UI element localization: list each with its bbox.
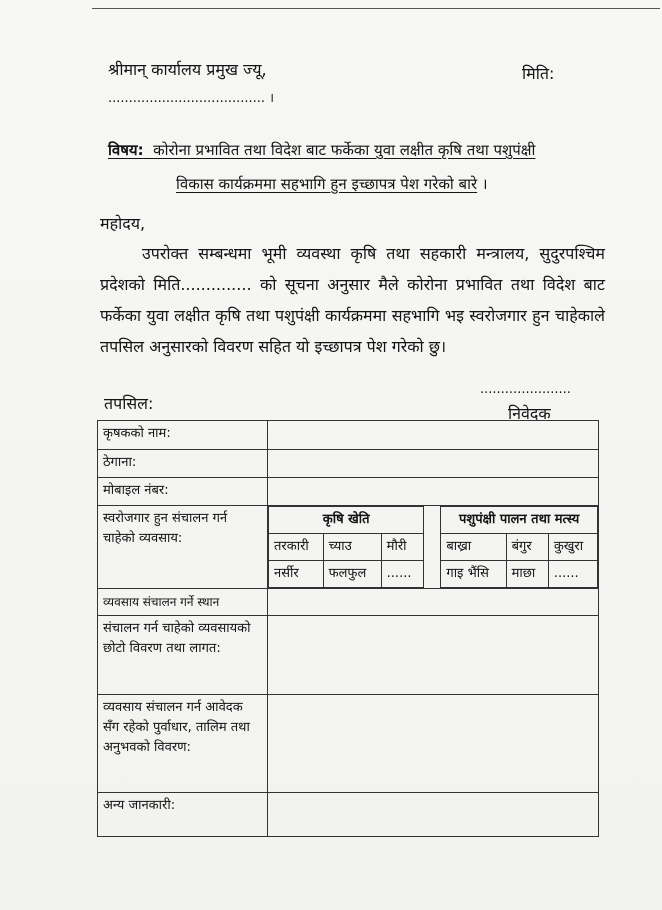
group-gap: [424, 507, 441, 534]
description-label: संचालन गर्न चाहेको व्यवसायको छोटो विवरण तथा लागत:: [98, 616, 268, 695]
addressee: श्रीमान् कार्यालय प्रमुख ज्यू,: [108, 60, 267, 79]
location-label: व्यवसाय संचालन गर्ने स्थान: [98, 589, 268, 616]
signature-blank: ......................: [480, 382, 571, 397]
group-gap: [424, 561, 441, 588]
agri-group-title: कृषि खेति: [269, 507, 424, 534]
option-fish[interactable]: माछा: [506, 561, 548, 588]
salutation: महोदय,: [100, 214, 146, 233]
mobile-label: मोबाइल नंबर:: [98, 478, 268, 506]
location-field[interactable]: [268, 589, 599, 616]
application-form-table: [97, 420, 599, 837]
livestock-group-title: पशुपंक्षी पालन तथा मत्स्य: [441, 507, 598, 534]
subject-text-2: विकास कार्यक्रममा सहभागि हुन इच्छापत्र पेश गरेको बारे: [176, 175, 478, 193]
letter-body: उपरोक्त सम्बन्धमा भूमी व्यवस्था कृषि तथा सहकारी मन्त्रालय, सुदुरपश्चिम प्रदेशको मिति.............. को सूचना अनुसार मैले कोरोना प्रभावित तथा विदेश बाट फर्केका युवा लक्षीत कृषि तथा पशुपंक्षी कार्यक्रममा सहभागि भइ स्वरोजगार हुन चाहेकाले तपसिल अनुसारको विवरण सहित यो इच्छापत्र पेश गरेको छु।: [100, 244, 605, 356]
subject-line-2: [176, 174, 488, 194]
other-info-field[interactable]: [268, 793, 599, 837]
subject-text-1: कोरोना प्रभावित तथा विदेश बाट फर्केका युवा लक्षीत कृषि तथा पशुपंक्षी: [153, 141, 536, 159]
date-label: मिति:: [522, 64, 555, 83]
option-vegetable[interactable]: तरकारी: [269, 534, 324, 561]
option-poultry[interactable]: कुखुरा: [548, 534, 597, 561]
option-agri-other[interactable]: ......: [381, 561, 424, 588]
subject-line-1: [108, 140, 535, 160]
option-bee[interactable]: मौरी: [381, 534, 424, 561]
option-goat[interactable]: बाख्रा: [441, 534, 506, 561]
business-options: [268, 506, 599, 589]
experience-label: व्यवसाय संचालन गर्न आवेदक सँग रहेको पुर्वाधार, तालिम तथा अनुभवको विवरण:: [98, 695, 268, 793]
group-gap: [424, 534, 441, 561]
address-field[interactable]: [268, 450, 599, 478]
option-livestock-other[interactable]: ......: [548, 561, 597, 588]
option-mushroom[interactable]: च्याउ: [323, 534, 381, 561]
subject-label: विषय:: [108, 141, 144, 159]
experience-field[interactable]: [268, 695, 599, 793]
tapasil-label: तपसिल:: [104, 394, 154, 413]
business-options-table: [268, 506, 598, 588]
signer-label: निवेदक: [508, 404, 551, 423]
top-edge-line: [92, 8, 660, 9]
option-cattle[interactable]: गाइ भैंसि: [441, 561, 506, 588]
description-field[interactable]: [268, 616, 599, 695]
mobile-field[interactable]: [268, 478, 599, 506]
address-label: ठेगाना:: [98, 450, 268, 478]
farmer-name-field[interactable]: [268, 421, 599, 450]
business-label: स्वरोजगार हुन संचालन गर्न चाहेको व्यवसाय:: [98, 506, 268, 589]
subject-end: ।: [481, 175, 488, 193]
farmer-name-label: कृषकको नाम:: [98, 421, 268, 450]
option-nursery[interactable]: नर्सीर: [269, 561, 324, 588]
other-info-label: अन्य जानकारी:: [98, 793, 268, 837]
address-blank: ...................................... ।: [108, 91, 275, 106]
option-fruit[interactable]: फलफुल: [323, 561, 381, 588]
option-pig[interactable]: बंगुर: [506, 534, 548, 561]
